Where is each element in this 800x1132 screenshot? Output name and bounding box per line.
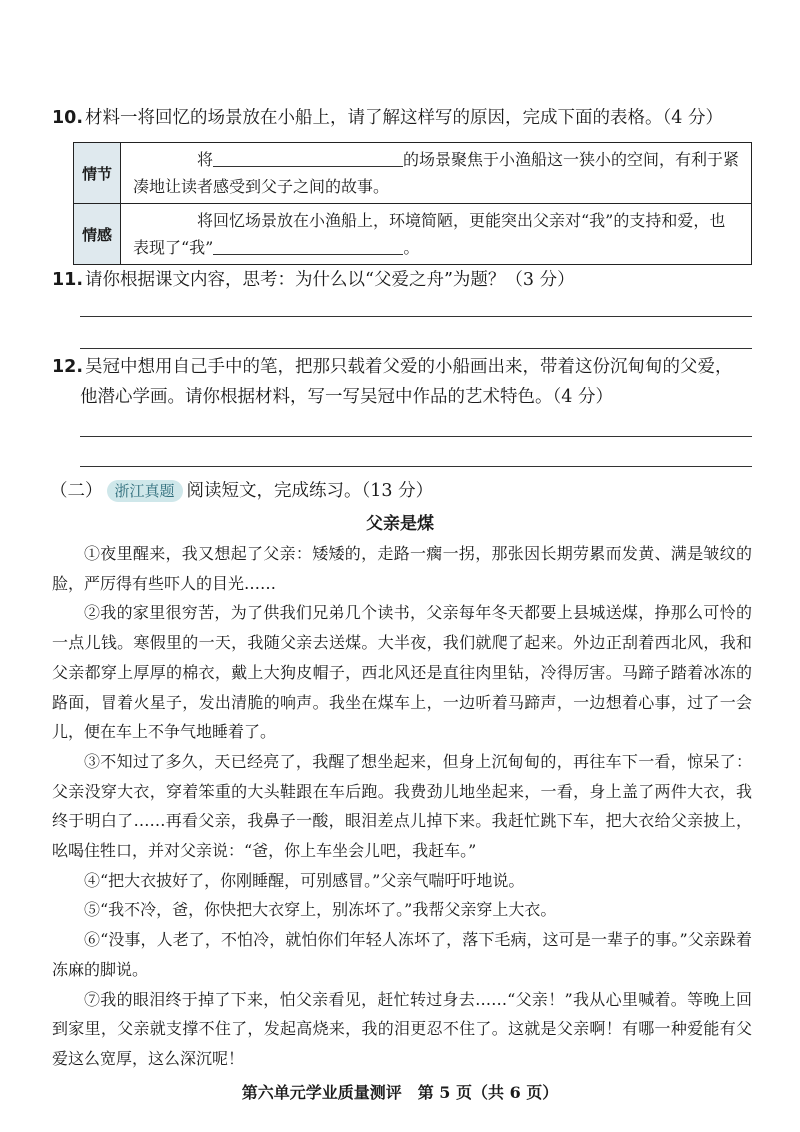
question-12-number: 12.	[52, 357, 84, 377]
question-10-number: 10.	[52, 108, 84, 128]
section-2-text: 阅读短文，完成练习。（13 分）	[186, 481, 434, 501]
question-12-line1: 吴冠中想用自己手中的笔，把那只载着父爱的小船画出来，带着这份沉甸甸的父爱，	[85, 357, 733, 377]
question-12	[52, 352, 733, 382]
page-footer: 第六单元学业质量测评 第 5 页（共 6 页）	[241, 1083, 559, 1102]
paragraph-7: ⑦我的眼泪终于掉了下来，怕父亲看见，赶忙转过身去……“父亲！”我从心里喊着。等晚上回到家里，父亲就支撑不住了，发起高烧来，我的泪更忍不住了。这就是父亲啊！有哪一种爱能有父爱这么宽厚，这么深沉呢！	[52, 989, 752, 1068]
table-header-plot: 情节	[74, 143, 121, 204]
question-12-line2: 他潜心学画。请你根据材料，写一写吴冠中作品的艺术特色。（4 分）	[80, 387, 613, 407]
emotion-fill-blank[interactable]	[213, 236, 403, 255]
question-12-continued	[80, 382, 613, 412]
answer-table	[73, 142, 752, 265]
article-title: 父亲是煤	[366, 514, 434, 534]
article-body	[52, 539, 752, 1074]
paragraph-4: ④“把大衣披好了，你刚睡醒，可别感冒。”父亲气喘吁吁地说。	[84, 870, 525, 890]
plot-fill-blank[interactable]	[213, 148, 403, 167]
emotion-text-after: 。	[403, 238, 420, 257]
section-2-heading	[50, 478, 433, 504]
paragraph-2: ②我的家里很穷苦，为了供我们兄弟几个读书，父亲每年冬天都要上县城送煤，挣那么可怜的一点儿钱。寒假里的一天，我随父亲去送煤。大半夜，我们就爬了起来。外边正刮着西北风，我和父亲都穿上厚厚的棉衣，戴上大狗皮帽子，西北风还是直往肉里钻，冷得厉害。马蹄子踏着冰冻的路面，冒着火星子，发出清脆的响声。我坐在煤车上，一边听着马蹄声，一边想着心事，过了一会儿，便在车上不争气地睡着了。	[52, 603, 752, 742]
plot-text-after: 的场景聚焦于小渔船这一狭小的空间，有利于紧凑地让读者感受到父子之间的故事。	[133, 150, 740, 196]
source-badge: 浙江真题	[107, 480, 183, 502]
answer-line-11-1[interactable]	[80, 316, 752, 317]
answer-line-12-2[interactable]	[80, 466, 752, 467]
question-11	[52, 265, 575, 295]
paragraph-3: ③不知过了多久，天已经亮了，我醒了想坐起来，但身上沉甸甸的，再往车下一看，惊呆了：父亲没穿大衣，穿着笨重的大头鞋跟在车后跑。我费劲儿地坐起来，一看，身上盖了两件大衣，我终于明白了……再看父亲，我鼻子一酸，眼泪差点儿掉下来。我赶忙跳下车，把大衣给父亲披上，吆喝住牲口，并对父亲说：“爸，你上车坐会儿吧，我赶车。”	[52, 751, 752, 861]
question-11-text: 请你根据课文内容，思考：为什么以“父爱之舟”为题？（3 分）	[85, 270, 575, 290]
plot-text-before: 将	[197, 150, 214, 169]
question-10-text: 材料一将回忆的场景放在小船上，请了解这样写的原因，完成下面的表格。（4 分）	[85, 108, 723, 128]
table-cell-emotion	[121, 204, 752, 265]
paragraph-6: ⑥“没事，人老了，不怕冷，就怕你们年轻人冻坏了，落下毛病，这可是一辈子的事。”父亲跺着冻麻的脚说。	[52, 930, 752, 979]
question-11-number: 11.	[52, 270, 84, 290]
section-2-label: （二）	[50, 481, 103, 501]
table-cell-plot	[121, 143, 752, 204]
paragraph-5: ⑤“我不冷，爸，你快把大衣穿上，别冻坏了。”我帮父亲穿上大衣。	[84, 900, 557, 920]
emotion-text-before: 将回忆场景放在小渔船上，环境简陋，更能突出父亲对“我”的支持和爱，也表现了“我”	[133, 211, 726, 257]
table-row-emotion	[74, 204, 752, 265]
answer-line-12-1[interactable]	[80, 436, 752, 437]
question-10	[52, 103, 723, 133]
table-row-plot	[74, 143, 752, 204]
table-header-emotion: 情感	[74, 204, 121, 265]
answer-line-11-2[interactable]	[80, 348, 752, 349]
paragraph-1: ①夜里醒来，我又想起了父亲：矮矮的，走路一瘸一拐，那张因长期劳累而发黄、满是皱纹的脸，严厉得有些吓人的目光……	[52, 544, 752, 593]
